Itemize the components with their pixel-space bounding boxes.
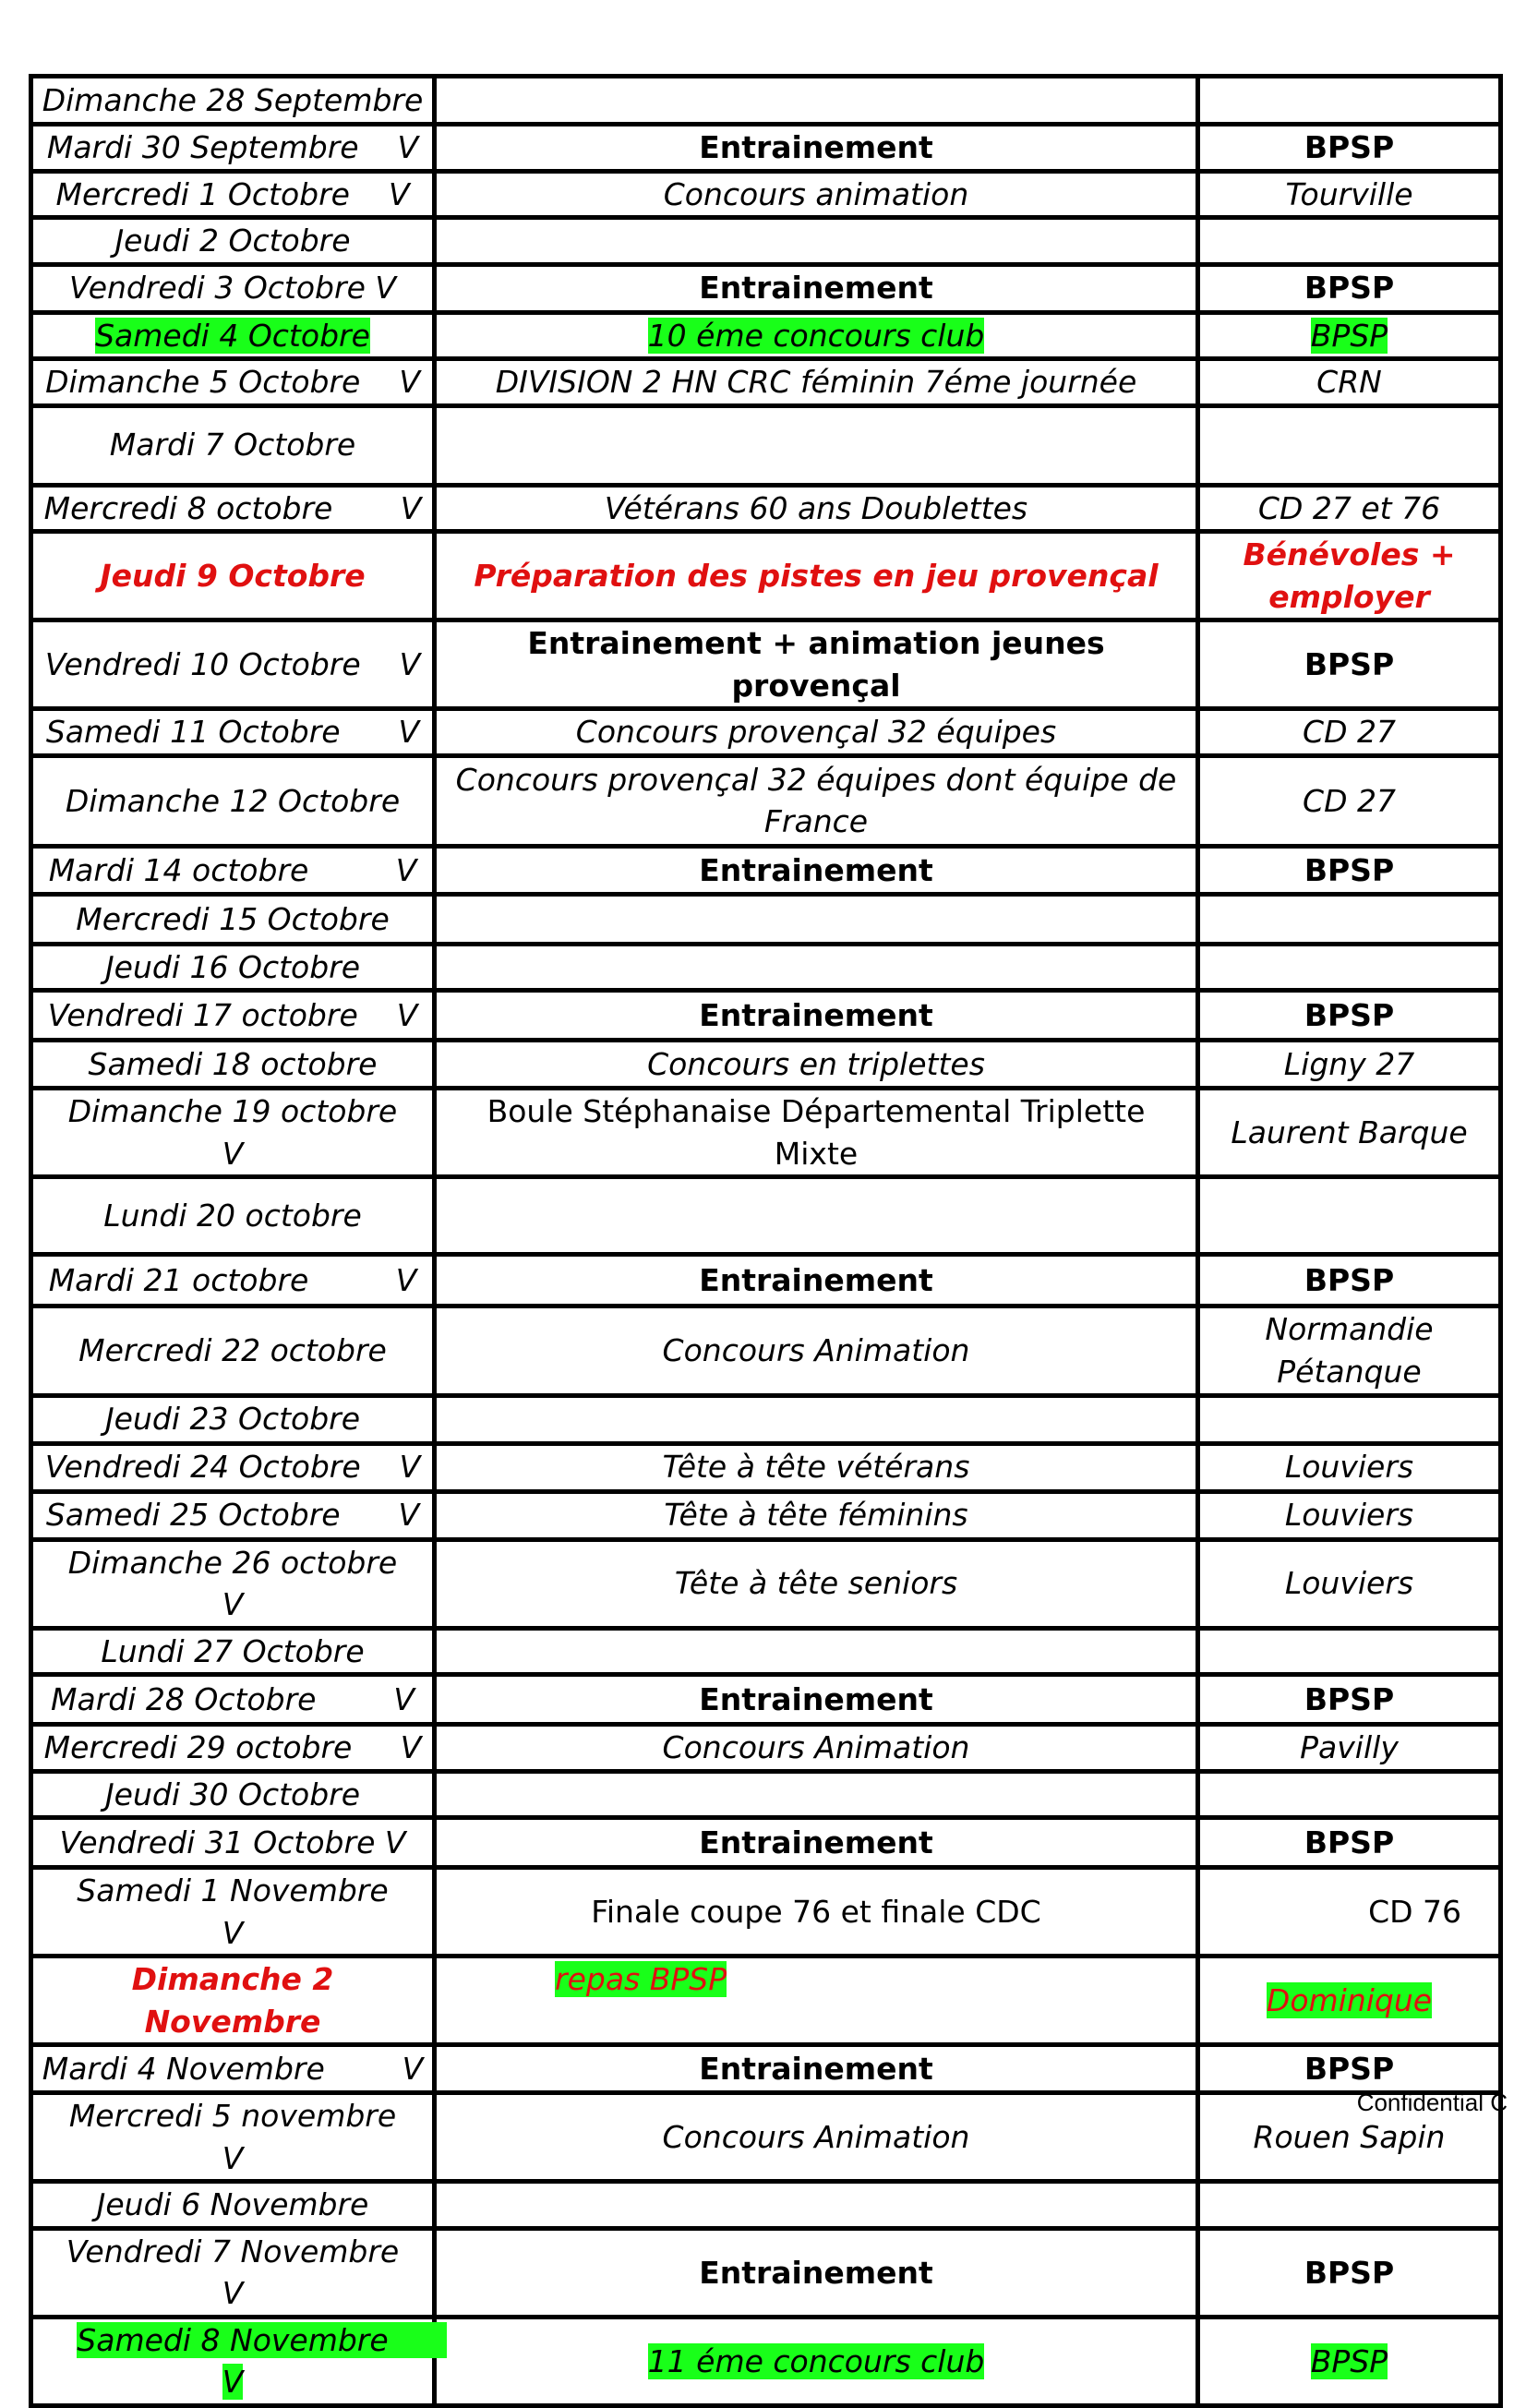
event-cell <box>435 171 1198 218</box>
date-cell <box>31 1675 435 1725</box>
event-cell <box>435 2093 1198 2182</box>
table-row <box>31 846 1501 894</box>
schedule-body <box>31 77 1501 2406</box>
table-row <box>31 2228 1501 2317</box>
event-cell <box>435 2228 1198 2317</box>
event-cell <box>435 1491 1198 1539</box>
date-cell-text: Mardi 7 Octobre <box>109 427 356 464</box>
event-cell <box>435 1628 1198 1675</box>
place-cell-text: BPSP <box>1304 1262 1395 1299</box>
date-cell-text: Lundi 27 Octobre <box>101 1632 365 1669</box>
date-cell <box>31 2317 447 2405</box>
table-row <box>31 709 1501 756</box>
event-cell-text: Tête à tête féminins <box>664 1497 968 1534</box>
place-cell-text: BPSP <box>1304 270 1395 307</box>
table-row <box>31 405 1501 485</box>
place-cell-text: BPSP <box>1304 646 1395 683</box>
place-cell <box>1198 485 1501 532</box>
place-cell <box>1198 532 1501 620</box>
table-row <box>31 218 1501 265</box>
event-cell <box>435 944 1198 991</box>
place-cell-text: Tourville <box>1285 175 1413 212</box>
event-cell-text: Entrainement <box>699 997 933 1034</box>
place-cell-text: BPSP <box>1304 851 1395 888</box>
event-cell-text: Concours Animation <box>662 1332 970 1369</box>
date-cell <box>31 218 435 265</box>
date-cell <box>31 1628 435 1675</box>
event-cell <box>435 709 1198 756</box>
date-cell-text: Dimanche 19 octobre V <box>67 1093 446 1172</box>
table-row <box>31 1306 1501 1395</box>
date-cell <box>31 1041 435 1089</box>
event-cell-text: Entrainement <box>699 1262 933 1299</box>
date-cell <box>31 1771 435 1818</box>
event-cell <box>435 755 1198 846</box>
place-cell <box>1198 405 1501 485</box>
place-cell-text: CD 27 <box>1303 714 1396 751</box>
event-cell-text: 10 éme concours club <box>647 317 985 354</box>
date-cell-text: Samedi 8 Novembre V <box>77 2321 447 2401</box>
event-cell <box>435 1255 1198 1306</box>
date-cell <box>31 77 435 125</box>
place-cell <box>1198 1177 1501 1255</box>
event-cell-text: Entrainement <box>699 1680 933 1717</box>
event-cell <box>435 2182 1198 2229</box>
table-row <box>31 264 1501 312</box>
table-row <box>31 485 1501 532</box>
place-cell <box>1198 312 1501 359</box>
place-cell <box>1198 894 1501 944</box>
date-cell-text: Mercredi 15 Octobre <box>76 900 390 937</box>
event-cell <box>435 485 1198 532</box>
event-cell <box>435 1725 1198 1772</box>
place-cell-text: Bénévoles + employer <box>1243 536 1467 615</box>
event-cell-text: Entrainement <box>699 1824 933 1860</box>
date-cell-text: Vendredi 17 octobre V <box>47 997 418 1034</box>
date-cell-text: Vendredi 7 Novembre V <box>66 2233 458 2312</box>
place-cell <box>1198 1628 1501 1675</box>
table-row <box>31 1539 1501 1628</box>
date-cell-text: Vendredi 3 Octobre V <box>69 270 396 307</box>
date-cell-text: Jeudi 23 Octobre <box>104 1401 361 1438</box>
event-cell <box>435 991 1198 1041</box>
event-cell-text: Concours Animation <box>662 1729 970 1766</box>
event-cell <box>435 1675 1198 1725</box>
place-cell-text: BPSP <box>1304 997 1395 1034</box>
table-row <box>31 1041 1501 1089</box>
place-cell <box>1198 1539 1501 1628</box>
date-cell-text: Samedi 18 octobre <box>88 1046 378 1083</box>
event-cell <box>435 1868 1198 1956</box>
place-cell-text: Normandie Pétanque <box>1265 1311 1444 1390</box>
date-cell <box>31 359 435 406</box>
date-cell <box>31 1725 435 1772</box>
date-cell-text: Mercredi 5 novembre V <box>68 2098 445 2176</box>
date-cell <box>31 171 435 218</box>
event-cell <box>435 1395 1198 1443</box>
date-cell-text: Dimanche 2 Novembre <box>131 1961 344 2040</box>
date-cell-text: Mardi 30 Septembre V <box>46 129 419 165</box>
date-cell <box>31 405 435 485</box>
event-cell <box>435 312 1198 359</box>
place-cell-text: Louviers <box>1284 1565 1414 1602</box>
place-cell <box>1198 125 1501 172</box>
table-row <box>31 1771 1501 1818</box>
event-cell-text: Vétérans 60 ans Doublettes <box>604 489 1028 526</box>
event-cell-text: Concours animation <box>663 175 969 212</box>
place-cell <box>1198 1725 1501 1772</box>
event-cell-text: Préparation des pistes en jeu provençal <box>474 557 1159 594</box>
date-cell-text: Dimanche 5 Octobre V <box>45 364 420 401</box>
event-cell <box>435 405 1198 485</box>
table-row <box>31 171 1501 218</box>
place-cell <box>1198 359 1501 406</box>
place-cell <box>1198 1041 1501 1089</box>
event-cell-text: Concours Animation <box>662 2119 970 2156</box>
place-cell-text: CD 27 et 76 <box>1257 489 1441 526</box>
place-cell-text: BPSP <box>1304 1680 1395 1717</box>
event-cell <box>435 1818 1198 1868</box>
table-row <box>31 1818 1501 1868</box>
place-cell <box>1198 264 1501 312</box>
date-cell-text: Mercredi 8 octobre V <box>43 489 422 526</box>
date-cell-text: Vendredi 24 Octobre V <box>44 1449 421 1486</box>
event-cell <box>435 1443 1198 1491</box>
table-row <box>31 1255 1501 1306</box>
table-row <box>31 2045 1501 2093</box>
place-cell-text: Rouen Sapin <box>1253 2119 1446 2156</box>
place-cell-text: Louviers <box>1284 1497 1414 1534</box>
place-cell <box>1198 1675 1501 1725</box>
table-row <box>31 620 1501 709</box>
place-cell <box>1198 1443 1501 1491</box>
date-cell <box>31 1395 435 1443</box>
table-row <box>31 755 1501 846</box>
table-row <box>31 1628 1501 1675</box>
date-cell <box>31 894 435 944</box>
place-cell-text: CD 27 <box>1303 782 1396 819</box>
date-cell <box>31 755 435 846</box>
date-cell-text: Samedi 4 Octobre <box>95 317 370 354</box>
table-row <box>31 1443 1501 1491</box>
event-cell-text: Concours provençal 32 équipes dont équipe de France <box>455 761 1186 840</box>
date-cell <box>31 1956 435 2045</box>
event-cell-text: repas BPSP <box>555 1961 727 1998</box>
date-cell-text: Jeudi 9 Octobre <box>100 557 366 594</box>
table-row <box>31 1956 1501 2045</box>
table-row <box>31 77 1501 125</box>
date-cell <box>31 1868 447 1956</box>
date-cell <box>31 264 435 312</box>
place-cell <box>1198 2317 1501 2405</box>
date-cell <box>31 846 435 894</box>
date-cell <box>31 1177 435 1255</box>
table-row <box>31 1089 1501 1177</box>
event-cell <box>435 218 1198 265</box>
event-cell-text: Tête à tête vétérans <box>662 1449 970 1486</box>
date-cell <box>31 1089 446 1177</box>
date-cell-text: Jeudi 30 Octobre <box>104 1776 361 1812</box>
place-cell <box>1198 171 1501 218</box>
date-cell-text: Jeudi 6 Novembre <box>96 2186 369 2223</box>
place-cell <box>1198 218 1501 265</box>
table-row <box>31 1675 1501 1725</box>
date-cell <box>31 312 435 359</box>
date-cell <box>31 485 435 532</box>
place-cell-text: BPSP <box>1304 2254 1395 2291</box>
date-cell <box>31 1818 435 1868</box>
event-cell <box>435 894 1198 944</box>
date-cell-text: Jeudi 2 Octobre <box>114 223 351 259</box>
date-cell <box>31 1491 435 1539</box>
event-cell-text: Entrainement <box>699 2254 933 2291</box>
date-cell <box>31 1255 435 1306</box>
date-cell <box>31 709 435 756</box>
place-cell <box>1198 1491 1501 1539</box>
table-row <box>31 1868 1501 1956</box>
event-cell-text: Entrainement <box>699 851 933 888</box>
place-cell <box>1198 2045 1501 2093</box>
place-cell <box>1198 991 1501 1041</box>
table-row <box>31 944 1501 991</box>
place-cell <box>1198 1089 1501 1177</box>
event-cell-text: Tête à tête seniors <box>674 1565 958 1602</box>
event-cell <box>435 1771 1198 1818</box>
event-cell-text: Entrainement <box>699 129 933 165</box>
table-row <box>31 991 1501 1041</box>
date-cell-text: Dimanche 12 Octobre <box>65 782 401 819</box>
event-cell <box>435 77 1198 125</box>
place-cell <box>1198 1771 1501 1818</box>
date-cell <box>31 1306 435 1395</box>
date-cell <box>31 2182 435 2229</box>
place-cell-text: CD 76 <box>1368 1893 1461 1930</box>
date-cell-text: Mercredi 29 octobre V <box>43 1729 422 1766</box>
date-cell-text: Vendredi 31 Octobre V <box>59 1824 406 1860</box>
place-cell-text: Louviers <box>1284 1449 1414 1486</box>
event-cell-text: Entrainement <box>699 2051 933 2088</box>
place-cell-text: CRN <box>1316 364 1382 401</box>
event-cell <box>435 1089 1198 1177</box>
event-cell <box>435 1177 1198 1255</box>
event-cell-text: Entrainement + animation jeunes provençal <box>527 625 1116 704</box>
date-cell <box>31 2228 458 2317</box>
date-cell-text: Dimanche 28 Septembre <box>42 81 424 118</box>
date-cell <box>31 620 435 709</box>
place-cell-text: Laurent Barque <box>1231 1114 1468 1151</box>
place-cell <box>1198 1818 1501 1868</box>
table-row <box>31 532 1501 620</box>
event-cell <box>435 125 1198 172</box>
table-row <box>31 1177 1501 1255</box>
place-cell-text: BPSP <box>1304 1824 1395 1860</box>
date-cell-text: Vendredi 10 Octobre V <box>44 646 421 683</box>
event-cell <box>435 1539 1198 1628</box>
date-cell-text: Mercredi 22 octobre <box>78 1332 387 1369</box>
place-cell-text: BPSP <box>1310 2342 1388 2379</box>
date-cell-text: Mardi 28 Octobre V <box>51 1680 415 1717</box>
table-row <box>31 2317 1501 2405</box>
date-cell <box>31 1539 446 1628</box>
event-cell <box>435 1041 1198 1089</box>
event-cell-text: DIVISION 2 HN CRC féminin 7éme journée <box>495 364 1137 401</box>
date-cell-text: Lundi 20 octobre <box>103 1198 362 1234</box>
date-cell-text: Samedi 11 Octobre V <box>45 714 420 751</box>
event-cell <box>435 264 1198 312</box>
table-row <box>31 2182 1501 2229</box>
place-cell-text: Dominique <box>1266 1981 1433 2018</box>
schedule-table <box>29 74 1503 2408</box>
date-cell <box>31 2045 435 2093</box>
date-cell <box>31 1443 435 1491</box>
date-cell-text: Mercredi 1 Octobre V <box>55 175 410 212</box>
date-cell <box>31 532 435 620</box>
event-cell <box>435 359 1198 406</box>
place-cell-text: Ligny 27 <box>1283 1046 1415 1083</box>
table-row <box>31 2093 1501 2182</box>
place-cell <box>1198 77 1501 125</box>
place-cell-text: BPSP <box>1310 317 1388 354</box>
date-cell-text: Samedi 1 Novembre V <box>77 1872 447 1951</box>
place-cell-text: BPSP <box>1304 129 1395 165</box>
footer-confidential: Confidential C <box>1356 2089 1508 2116</box>
table-row <box>31 312 1501 359</box>
table-row <box>31 1491 1501 1539</box>
date-cell-text: Mardi 21 octobre V <box>48 1262 417 1299</box>
place-cell <box>1198 2228 1501 2317</box>
date-cell-text: Mardi 4 Novembre V <box>42 2051 424 2088</box>
table-row <box>31 125 1501 172</box>
place-cell <box>1198 1868 1501 1956</box>
event-cell-text: Finale coupe 76 et finale CDC <box>591 1893 1041 1930</box>
event-cell <box>435 1306 1198 1395</box>
event-cell-text: Entrainement <box>699 270 933 307</box>
place-cell <box>1198 620 1501 709</box>
event-cell <box>435 846 1198 894</box>
place-cell <box>1198 709 1501 756</box>
place-cell <box>1198 1255 1501 1306</box>
event-cell-text: 11 éme concours club <box>647 2342 985 2379</box>
table-row <box>31 894 1501 944</box>
place-cell-text: Pavilly <box>1300 1729 1399 1766</box>
event-cell <box>435 1956 1198 2045</box>
place-cell <box>1198 1395 1501 1443</box>
place-cell <box>1198 755 1501 846</box>
event-cell <box>435 532 1198 620</box>
date-cell-text: Mardi 14 octobre V <box>48 851 417 888</box>
date-cell <box>31 125 435 172</box>
date-cell-text: Jeudi 16 Octobre <box>104 948 361 985</box>
date-cell-text: Samedi 25 Octobre V <box>45 1497 420 1534</box>
event-cell <box>435 2045 1198 2093</box>
table-row <box>31 1395 1501 1443</box>
date-cell-text: Dimanche 26 octobre V <box>67 1544 446 1623</box>
table-row <box>31 359 1501 406</box>
date-cell <box>31 2093 445 2182</box>
event-cell <box>435 2317 1198 2405</box>
event-cell-text: Boule Stéphanaise Départemental Triplette Mixte <box>487 1093 1155 1172</box>
place-cell-text: BPSP <box>1304 2051 1395 2088</box>
place-cell <box>1198 944 1501 991</box>
place-cell <box>1198 2182 1501 2229</box>
date-cell <box>31 944 435 991</box>
place-cell <box>1198 1306 1501 1395</box>
event-cell-text: Concours provençal 32 équipes <box>575 714 1057 751</box>
event-cell <box>435 620 1198 709</box>
place-cell <box>1198 846 1501 894</box>
event-cell-text: Concours en triplettes <box>647 1046 985 1083</box>
date-cell <box>31 991 435 1041</box>
place-cell <box>1198 1956 1501 2045</box>
table-row <box>31 1725 1501 1772</box>
